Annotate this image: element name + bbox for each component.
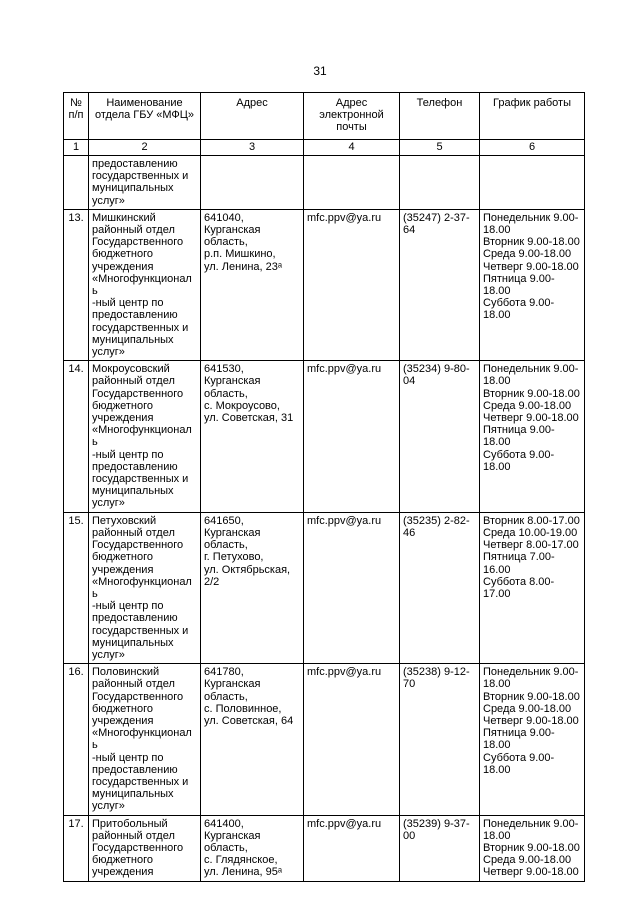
department-name-cell <box>89 361 201 512</box>
department-name-line: услуг» <box>92 648 125 661</box>
schedule-line: Пятница 9.00-18.00 <box>483 272 555 298</box>
phone-cell <box>400 664 480 815</box>
schedule-line: Среда 10.00-19.00 <box>483 526 578 539</box>
column-index: 4 <box>304 140 400 156</box>
department-name-line: районный отдел <box>92 829 175 842</box>
address-line: 641650, <box>204 514 244 527</box>
department-name-line: Петуховский <box>92 514 157 527</box>
department-name-line: бюджетного <box>92 248 153 261</box>
address-line: Курганская <box>204 526 261 539</box>
department-name-line: Государственного <box>92 236 184 249</box>
address-line: область, <box>204 236 248 249</box>
department-name-line: муниципальных <box>92 333 174 346</box>
header-text: № <box>70 97 82 109</box>
department-name-cell <box>89 664 201 815</box>
department-name-line: учреждения <box>92 563 154 576</box>
department-name-line: «Многофункциональ <box>92 727 192 752</box>
department-name-line: Государственного <box>92 539 184 552</box>
department-name-line: муниципальных <box>92 636 174 649</box>
department-name-line: бюджетного <box>92 854 153 867</box>
column-index-row <box>64 140 585 156</box>
schedule-line: Понедельник 9.00- <box>483 211 579 224</box>
header-text: почты <box>336 121 367 134</box>
phone-line: (35239) 9-37- <box>403 817 470 830</box>
department-name-line: учреждения <box>92 260 154 273</box>
department-name-cell <box>89 209 201 360</box>
phone-line: 64 <box>403 224 416 237</box>
department-name-line: районный отдел <box>92 678 175 691</box>
schedule-line: 18.00 <box>483 829 511 842</box>
header-email <box>304 93 400 140</box>
address-line: с. Глядянское, <box>204 854 278 867</box>
department-name-line: предоставлению <box>92 309 178 322</box>
schedule-cell <box>480 361 585 512</box>
address-line: 2/2 <box>204 575 220 588</box>
department-name-line: Мокроусовский <box>92 363 170 376</box>
department-name-line: Притобольный <box>92 817 168 830</box>
schedule-line: Четверг 9.00-18.00 <box>483 260 579 273</box>
address-line: ул. Советская, 31 <box>204 412 294 425</box>
schedule-line: Среда 9.00-18.00 <box>483 702 572 715</box>
department-name-line: муниципальных <box>92 485 174 498</box>
schedule-line: 18.00 <box>483 375 511 388</box>
phone-line: 00 <box>403 829 416 842</box>
email-cell: mfc.ppv@ya.ru <box>304 815 400 881</box>
department-name-line: районный отдел <box>92 224 175 237</box>
department-name-line: -ный центр по <box>92 448 164 461</box>
department-name-line: государственных и <box>92 624 189 637</box>
department-name-line: районный отдел <box>92 526 175 539</box>
row-number: 14. <box>64 361 89 512</box>
address-line: г. Петухово, <box>204 551 264 564</box>
column-index: 5 <box>400 140 480 156</box>
department-name-line: Половинский <box>92 666 160 679</box>
department-name-line: -ный центр по <box>92 297 164 310</box>
page-number: 31 <box>313 64 327 78</box>
header-text: Телефон <box>416 97 463 109</box>
schedule-cell <box>480 156 585 210</box>
address-line: область, <box>204 841 248 854</box>
address-line: Курганская <box>204 375 261 388</box>
address-line: 641780, <box>204 666 244 679</box>
department-name-line: предоставлению <box>92 763 178 776</box>
schedule-line: Пятница 9.00-18.00 <box>483 727 555 752</box>
schedule-cell <box>480 512 585 663</box>
phone-cell <box>400 156 480 210</box>
department-name-cell <box>89 156 201 210</box>
phone-line: (35235) 2-82- <box>403 514 470 527</box>
header-phone <box>400 93 480 140</box>
schedule-line: Вторник 9.00-18.00 <box>483 841 580 854</box>
address-cell <box>201 815 304 881</box>
row-number: 17. <box>64 815 89 881</box>
address-line: 641530, <box>204 363 244 376</box>
department-name-line: Мишкинский <box>92 211 156 224</box>
phone-cell <box>400 512 480 663</box>
schedule-line: Суббота 9.00-18.00 <box>483 751 555 776</box>
email-cell: mfc.ppv@ya.ru <box>304 512 400 663</box>
mfc-offices-table <box>63 92 585 882</box>
schedule-line: Четверг 9.00-18.00 <box>483 714 579 727</box>
department-name-line: бюджетного <box>92 399 153 412</box>
address-line: область, <box>204 539 248 552</box>
department-name-line: предоставлению <box>92 612 178 625</box>
schedule-line: Суббота 9.00-18.00 <box>483 297 555 322</box>
department-name-line: государственных и <box>92 775 189 788</box>
phone-line: 04 <box>403 375 416 388</box>
schedule-line: Понедельник 9.00- <box>483 666 579 679</box>
department-name-line: муниципальных <box>92 182 174 195</box>
table-row <box>64 156 585 210</box>
table-row <box>64 815 585 881</box>
department-name-line: услуг» <box>92 800 125 813</box>
department-name-line: Государственного <box>92 841 184 854</box>
address-line: с. Половинное, <box>204 702 282 715</box>
schedule-line: Среда 9.00-18.00 <box>483 854 572 867</box>
department-name-line: услуг» <box>92 346 125 359</box>
department-name-line: учреждения <box>92 412 154 425</box>
department-name-line: -ный центр по <box>92 600 164 613</box>
header-text: График работы <box>493 97 571 109</box>
department-name-line: предоставлению <box>92 460 178 473</box>
schedule-line: Вторник 8.00-17.00 <box>483 514 580 527</box>
address-cell <box>201 664 304 815</box>
phone-line: (35234) 9-80- <box>403 363 470 376</box>
department-name-line: учреждения <box>92 866 154 879</box>
department-name-line: районный отдел <box>92 375 175 388</box>
schedule-cell <box>480 815 585 881</box>
email-cell <box>304 156 400 210</box>
department-name-line: -ный центр по <box>92 751 164 764</box>
schedule-line: Четверг 9.00-18.00 <box>483 866 579 879</box>
schedule-line: Понедельник 9.00- <box>483 363 579 376</box>
email-cell: mfc.ppv@ya.ru <box>304 664 400 815</box>
schedule-line: Суббота 8.00-17.00 <box>483 575 555 600</box>
phone-line: 46 <box>403 526 416 539</box>
schedule-line: Пятница 7.00-16.00 <box>483 551 555 576</box>
header-text: Наименование <box>106 97 183 109</box>
header-text: отдела ГБУ «МФЦ» <box>94 109 195 122</box>
header-text: Адрес <box>335 97 368 109</box>
schedule-line: 18.00 <box>483 678 511 691</box>
schedule-line: Пятница 9.00-18.00 <box>483 424 555 449</box>
department-name-line: бюджетного <box>92 702 153 715</box>
header-address <box>201 93 304 140</box>
address-line: область, <box>204 387 248 400</box>
table-row <box>64 512 585 663</box>
schedule-line: Вторник 9.00-18.00 <box>483 236 580 249</box>
header-department-name <box>89 93 201 140</box>
table-header-row <box>64 93 585 140</box>
department-name-line: Государственного <box>92 387 184 400</box>
address-cell <box>201 156 304 210</box>
column-index: 2 <box>89 140 201 156</box>
schedule-line: Вторник 9.00-18.00 <box>483 387 580 400</box>
phone-line: 70 <box>403 678 416 691</box>
department-name-line: услуг» <box>92 497 125 510</box>
schedule-line: Вторник 9.00-18.00 <box>483 690 580 703</box>
row-number: 13. <box>64 209 89 360</box>
department-name-cell <box>89 512 201 663</box>
column-index: 6 <box>480 140 585 156</box>
address-line: 641040, <box>204 211 244 224</box>
phone-line: (35247) 2-37- <box>403 211 470 224</box>
header-text: Адрес <box>236 97 268 109</box>
schedule-cell <box>480 209 585 360</box>
department-name-line: предоставлению <box>92 158 178 170</box>
schedule-line: Четверг 8.00-17.00 <box>483 539 579 552</box>
address-line: ул. Советская, 64 <box>204 714 294 727</box>
department-name-line: муниципальных <box>92 788 174 801</box>
department-name-cell <box>89 815 201 881</box>
row-number <box>64 156 89 210</box>
header-schedule <box>480 93 585 140</box>
department-name-line: государственных и <box>92 473 189 486</box>
email-cell: mfc.ppv@ya.ru <box>304 361 400 512</box>
department-name-line: бюджетного <box>92 551 153 564</box>
department-name-line: государственных и <box>92 321 189 334</box>
address-line: с. Мокроусово, <box>204 399 280 412</box>
schedule-line: Среда 9.00-18.00 <box>483 399 572 412</box>
address-cell <box>201 512 304 663</box>
schedule-line: Суббота 9.00-18.00 <box>483 448 555 473</box>
table-row <box>64 209 585 360</box>
address-line: Курганская <box>204 678 261 691</box>
address-cell <box>201 209 304 360</box>
department-name-line: «Многофункциональ <box>92 575 192 600</box>
phone-cell <box>400 361 480 512</box>
department-name-line: учреждения <box>92 714 154 727</box>
address-cell <box>201 361 304 512</box>
header-text: п/п <box>68 109 84 122</box>
address-line: ул. Ленина, 23ᵃ <box>204 260 282 273</box>
address-line: Курганская <box>204 224 261 237</box>
column-index: 3 <box>201 140 304 156</box>
row-number: 16. <box>64 664 89 815</box>
address-line: 641400, <box>204 817 244 830</box>
schedule-cell <box>480 664 585 815</box>
email-cell: mfc.ppv@ya.ru <box>304 209 400 360</box>
row-number: 15. <box>64 512 89 663</box>
address-line: р.п. Мишкино, <box>204 248 276 261</box>
schedule-line: Четверг 9.00-18.00 <box>483 412 579 425</box>
schedule-line: Среда 9.00-18.00 <box>483 248 572 261</box>
department-name-line: услуг» <box>92 194 125 207</box>
phone-cell <box>400 815 480 881</box>
table-row <box>64 361 585 512</box>
column-index: 1 <box>64 140 89 156</box>
phone-cell <box>400 209 480 360</box>
phone-line: (35238) 9-12- <box>403 666 470 679</box>
address-line: Курганская <box>204 829 261 842</box>
department-name-line: государственных и <box>92 170 189 183</box>
header-number <box>64 93 89 140</box>
table-body <box>64 156 585 882</box>
address-line: ул. Ленина, 95ᵃ <box>204 866 282 879</box>
header-text: электронной <box>319 109 384 122</box>
department-name-line: Государственного <box>92 690 184 703</box>
department-name-line: «Многофункциональ <box>92 272 192 298</box>
schedule-line: Понедельник 9.00- <box>483 817 579 830</box>
address-line: ул. Октябрьская, <box>204 563 291 576</box>
schedule-line: 18.00 <box>483 224 511 237</box>
department-name-line: «Многофункциональ <box>92 424 192 449</box>
table-row <box>64 664 585 815</box>
address-line: область, <box>204 690 248 703</box>
